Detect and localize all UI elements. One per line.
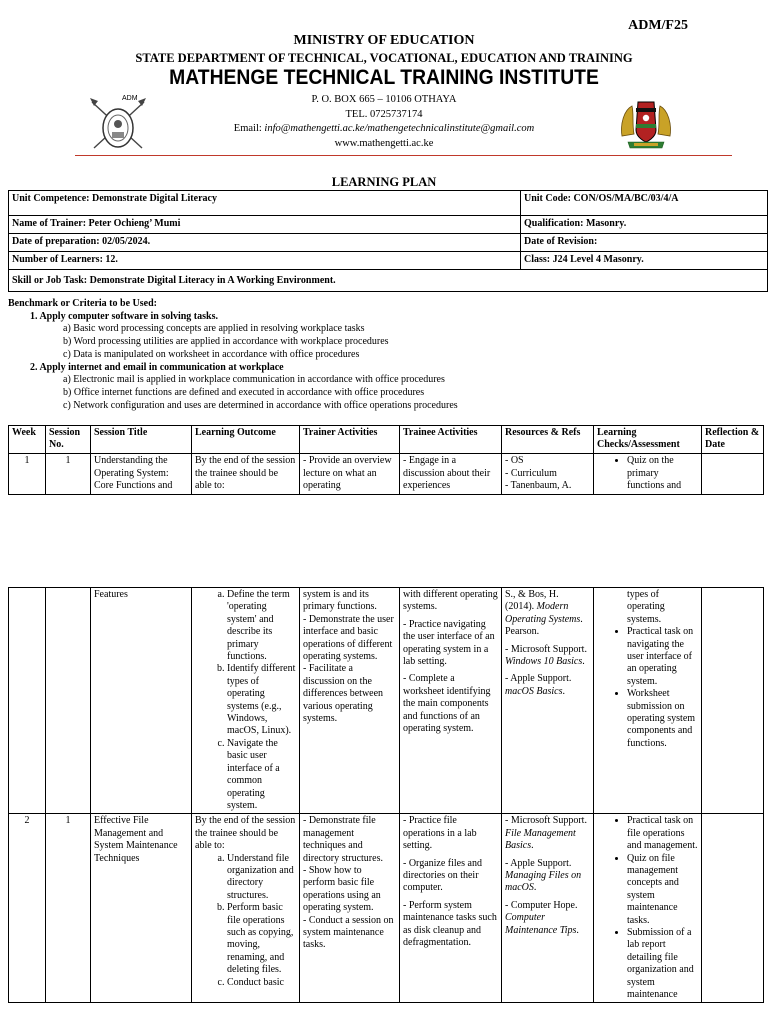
- list-item: b. Perform basic file operations such as copying, moving, renaming, and deleting files.: [227, 902, 296, 976]
- header-divider: [75, 155, 732, 156]
- qualification: Qualification: Masonry.: [521, 216, 768, 234]
- ministry-title: MINISTRY OF EDUCATION: [293, 33, 475, 48]
- trainee-activity: with different operating systems.: [403, 589, 498, 613]
- list-item: • Worksheet submission on operating system components and functions.: [627, 688, 698, 750]
- lo-intro: By the end of the session the trainee should be able to:: [195, 815, 296, 852]
- resources-cell: [502, 814, 594, 1003]
- list-item: a. Define the term 'operating system' and describe its primary functions.: [227, 589, 296, 663]
- trainer-activities-cell: - Provide an overview lecture on what an operating: [300, 454, 400, 495]
- trainee-activities-cell: [400, 588, 502, 814]
- document-title: LEARNING PLAN: [331, 175, 437, 189]
- session-cell: 1: [46, 814, 91, 1003]
- list-item: • Submission of a lab report detailing file organization and system maintenance: [627, 927, 698, 1001]
- week-cell: 2: [9, 814, 46, 1003]
- trainer-activities-cell: - Demonstrate file management techniques and directory structures. - Show how to perform basic file operations using an operating system. - Conduct a session on system maintenance tasks.: [300, 814, 400, 1003]
- learning-outcome-cell: [192, 814, 300, 1003]
- trainee-activity: - Organize files and directories on their computer.: [403, 857, 482, 894]
- coat-of-arms-icon: [618, 96, 674, 150]
- col-session-title: Session Title: [91, 426, 192, 454]
- session-cell: [46, 588, 91, 814]
- resource-ref: - Microsoft Support. File Management Basics.: [505, 815, 587, 852]
- date-of-preparation: Date of preparation: 02/05/2024.: [9, 234, 521, 252]
- list-item: c. Navigate the basic user interface of a common operating system.: [227, 738, 296, 812]
- learning-plan-table-page2: [8, 587, 764, 1003]
- trainee-activity: - Practice navigating the user interface of an operating system in a lab setting.: [403, 618, 495, 668]
- list-item: b. Identify different types of operating systems (e.g., Windows, macOS, Linux).: [227, 663, 296, 737]
- table-header-row: [9, 426, 764, 454]
- criterion-2b: b) Office internet functions are defined and executed in accordance with office procedures: [63, 386, 425, 398]
- table-row: [9, 814, 764, 1003]
- criterion-2: 2. Apply internet and email in communication at workplace: [30, 361, 284, 373]
- col-reflection: Reflection & Date: [702, 426, 764, 454]
- list-item-continued: types of operating systems.: [627, 589, 665, 625]
- trainer-name: Name of Trainer: Peter Ochieng’ Mumi: [9, 216, 521, 234]
- trainee-activity: - Perform system maintenance tasks such as disk cleanup and defragmentation.: [403, 899, 497, 948]
- plan-meta-table: [8, 190, 768, 292]
- learning-outcome-cell: By the end of the session the trainee should be able to:: [192, 454, 300, 495]
- logo-label: ADM: [122, 95, 138, 102]
- session-cell: 1: [46, 454, 91, 495]
- table-row: [9, 588, 764, 814]
- resource-ref: - Microsoft Support. Windows 10 Basics.: [505, 643, 587, 668]
- number-of-learners: Number of Learners: 12.: [9, 252, 521, 270]
- col-session-no: Session No.: [46, 426, 91, 454]
- trainee-activities-cell: - Engage in a discussion about their experiences: [400, 454, 502, 495]
- criterion-1c: c) Data is manipulated on worksheet in accordance with office procedures: [63, 348, 360, 360]
- unit-competence: Unit Competence: Demonstrate Digital Literacy: [9, 191, 521, 216]
- trainer-activities-cell: system is and its primary functions. - Demonstrate the user interface and basic operations of different operating systems. - Facilitate a discussion on the differences between various operating systems.: [300, 588, 400, 814]
- session-title-cell: Effective File Management and System Maintenance Techniques: [91, 814, 192, 1003]
- learning-outcome-cell: [192, 588, 300, 814]
- reflection-cell: [702, 588, 764, 814]
- state-department: STATE DEPARTMENT OF TECHNICAL, VOCATIONAL, EDUCATION AND TRAINING: [135, 51, 633, 65]
- trainee-activity: - Complete a worksheet identifying the main components and functions of an operating system.: [403, 673, 491, 735]
- list-item: • Quiz on the primary functions and: [627, 455, 698, 492]
- resources-cell: - OS - Curriculum - Tanenbaum, A.: [502, 454, 594, 495]
- learning-checks-cell: [594, 588, 702, 814]
- trainee-activities-cell: [400, 814, 502, 1003]
- table-row: [9, 454, 764, 495]
- benchmark-section: [8, 298, 768, 412]
- form-code: ADM/F25: [628, 18, 688, 33]
- postal-address: P. O. BOX 665 – 10106 OTHAYA: [311, 94, 457, 105]
- list-item: • Practical task on file operations and management.: [627, 815, 698, 852]
- date-of-revision: Date of Revision:: [521, 234, 768, 252]
- trainee-activity: - Practice file operations in a lab setting.: [403, 815, 477, 852]
- reflection-cell: [702, 454, 764, 495]
- website: www.mathengetti.ac.ke: [334, 138, 434, 149]
- learning-checks-cell: [594, 814, 702, 1003]
- learning-checks-cell: [594, 454, 702, 495]
- email-address: info@mathengetti.ac.ke/mathengetechnicalinstitute@gmail.com: [264, 123, 535, 134]
- criterion-2a: a) Electronic mail is applied in workplace communication in accordance with office procedures: [63, 374, 445, 386]
- session-title-cell: Features: [91, 588, 192, 814]
- email-line: Email: info@mathengetti.ac.ke/mathengetechnicalinstitute@gmail.com: [233, 123, 535, 134]
- institute-name: MATHENGE TECHNICAL TRAINING INSTITUTE: [169, 66, 599, 89]
- col-resources: Resources & Refs: [502, 426, 594, 454]
- criterion-1: 1. Apply computer software in solving tasks.: [30, 310, 218, 322]
- skill-or-job-task: Skill or Job Task: Demonstrate Digital Literacy in A Working Environment.: [9, 270, 768, 292]
- resources-cell: [502, 588, 594, 814]
- resource-ref: - Apple Support. Managing Files on macOS.: [505, 857, 582, 894]
- resource-ref: - Apple Support. macOS Basics.: [505, 673, 572, 697]
- col-trainee-activities: Trainee Activities: [400, 426, 502, 454]
- list-item: • Quiz on file management concepts and system maintenance tasks.: [627, 853, 698, 927]
- class: Class: J24 Level 4 Masonry.: [521, 252, 768, 270]
- list-item: c. Conduct basic: [227, 977, 296, 989]
- resource-ref: - Computer Hope. Computer Maintenance Tips.: [505, 899, 579, 936]
- week-cell: 1: [9, 454, 46, 495]
- benchmark-heading: Benchmark or Criteria to be Used:: [8, 298, 157, 309]
- list-item: a. Understand file organization and directory structures.: [227, 853, 296, 903]
- col-week: Week: [9, 426, 46, 454]
- reflection-cell: [702, 814, 764, 1003]
- telephone: TEL. 0725737174: [345, 109, 423, 120]
- resource-ref: S., & Bos, H. (2014). Modern Operating Systems. Pearson.: [505, 589, 583, 638]
- learning-plan-table-page1: [8, 425, 764, 495]
- criterion-2c: c) Network configuration and uses are determined in accordance with office operations procedures: [63, 399, 458, 411]
- col-learning-checks: Learning Checks/Assessment: [594, 426, 702, 454]
- session-title-cell: Understanding the Operating System: Core Functions and: [91, 454, 192, 495]
- criterion-1a: a) Basic word processing concepts are applied in resolving workplace tasks: [63, 323, 365, 335]
- col-learning-outcome: Learning Outcome: [192, 426, 300, 454]
- criterion-1b: b) Word processing utilities are applied in accordance with workplace procedures: [63, 336, 389, 348]
- institute-logo: [88, 94, 148, 154]
- list-item: • Practical task on navigating the user interface of an operating system.: [627, 626, 698, 688]
- unit-code: Unit Code: CON/OS/MA/BC/03/4/A: [521, 191, 768, 216]
- col-trainer-activities: Trainer Activities: [300, 426, 400, 454]
- week-cell: [9, 588, 46, 814]
